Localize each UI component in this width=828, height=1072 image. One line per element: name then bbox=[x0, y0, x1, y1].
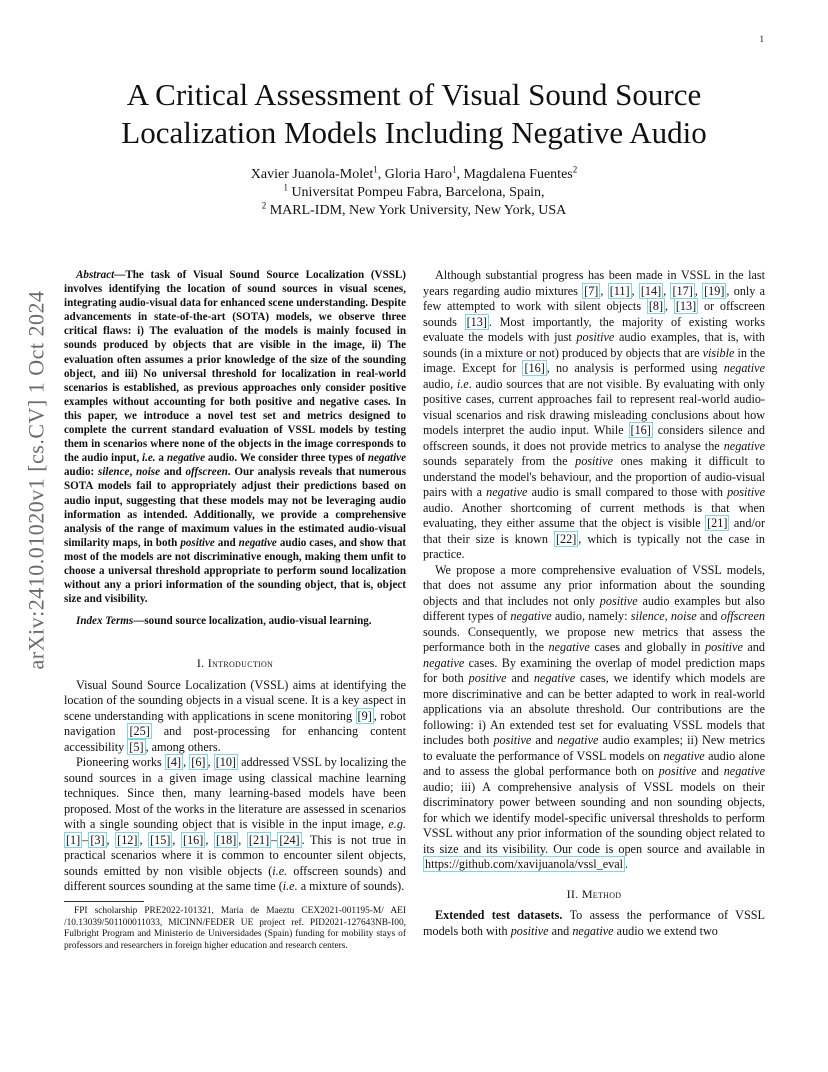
text-positive: positive bbox=[727, 485, 765, 499]
text: Visual Sound Source Localization (VSSL) aims at identifying the location of the sounding objects in a visual scene. It is a key aspect in scene understanding with applications in scene monitoring bbox=[64, 677, 406, 723]
text: and/or that their size is known bbox=[423, 516, 765, 546]
left-column bbox=[64, 268, 406, 953]
citation-link[interactable]: [22] bbox=[555, 531, 577, 546]
text: . bbox=[625, 857, 629, 871]
text-visible: visible bbox=[702, 345, 735, 360]
text: audio. Another shortcoming of current methods is that when evaluating, they either assume that the object is visible bbox=[423, 500, 765, 530]
footnote-rule bbox=[64, 901, 144, 902]
text: addressed VSSL by localizing the sound sources in a given image using classical machine learning techniques. Since then, many learning-based models have been proposed. Most of the works in the literature are assessed in scenarios with a single sounding object that is visible in the input image, bbox=[64, 755, 406, 832]
text-negative: negative bbox=[533, 671, 576, 685]
abstract bbox=[64, 268, 406, 606]
intro-paragraph-2 bbox=[64, 755, 406, 895]
arxiv-stamp-container bbox=[18, 290, 54, 670]
text: , bbox=[172, 832, 182, 847]
text: and bbox=[742, 640, 765, 654]
title-line-1: A Critical Assessment of Visual Sound Source bbox=[126, 77, 702, 112]
author-2-aff: 1 bbox=[451, 164, 457, 175]
citation-link[interactable]: [10] bbox=[215, 755, 236, 770]
author-3-aff: 2 bbox=[572, 164, 578, 175]
index-terms bbox=[64, 614, 406, 628]
text: audio, bbox=[423, 376, 457, 391]
citation-link[interactable]: [16] bbox=[183, 832, 204, 847]
text: audio we extend two bbox=[613, 923, 718, 938]
abstract-text: and bbox=[214, 536, 239, 549]
text: audio alone and to assess the global performance both on bbox=[423, 748, 765, 778]
text: We propose a more comprehensive evaluation of VSSL models, that does not assume any prior information about the sounding objects and that includes not only bbox=[423, 562, 765, 608]
text-negative: negative bbox=[663, 748, 705, 763]
author-block bbox=[64, 166, 764, 220]
text: , bbox=[205, 832, 214, 847]
abstract-silence: silence bbox=[98, 466, 130, 479]
citation-link[interactable]: [13] bbox=[466, 314, 487, 329]
right-paragraph-2 bbox=[423, 563, 765, 873]
text: audio examples but also different types of bbox=[423, 593, 766, 623]
arxiv-stamp: arXiv:2410.01020v1 [cs.CV] 1 Oct 2024 bbox=[23, 290, 49, 670]
text: and bbox=[548, 923, 573, 938]
text-negative: negative bbox=[510, 609, 552, 623]
author-1: Xavier Juanola-Molet bbox=[250, 167, 374, 182]
citation-link[interactable]: [16] bbox=[524, 361, 545, 375]
text-positive: positive bbox=[658, 764, 697, 778]
text: , bbox=[139, 832, 149, 847]
author-3: Magdalena Fuentes bbox=[463, 167, 573, 182]
abstract-text: , bbox=[129, 466, 136, 479]
citation-link[interactable]: [5] bbox=[129, 739, 144, 754]
affiliation-2 bbox=[64, 202, 764, 220]
text: – bbox=[271, 832, 278, 847]
citation-link[interactable]: [18] bbox=[215, 832, 237, 847]
text-negative: negative bbox=[548, 640, 590, 654]
text: , bbox=[600, 283, 608, 298]
abstract-text: audio cases, and show that most of the models are not discriminative enough, making them unfit to choose a universal threshold appropriate to perform sound localization without any a priori information of the sounding object, that is, object size and visibility. bbox=[64, 536, 407, 606]
citation-link[interactable]: [16] bbox=[630, 423, 651, 437]
abstract-negative: negative bbox=[166, 452, 206, 465]
text-silence: silence bbox=[630, 609, 665, 623]
author-2: Gloria Haro bbox=[384, 167, 452, 182]
text: considers silence and offscreen sounds, it does not provide metrics to analyse the bbox=[423, 423, 765, 453]
citation-link[interactable]: [19] bbox=[704, 283, 725, 298]
author-names: Xavier Juanola-Molet$^1$, Gloria Haro$^1$, Magdalena Fuentes$^2$ bbox=[250, 164, 578, 182]
title-line-2: Localization Models Including Negative Audio bbox=[121, 115, 707, 150]
section-heading-method bbox=[423, 887, 765, 903]
citation-link[interactable]: [7] bbox=[584, 283, 599, 298]
citation-link[interactable]: [21] bbox=[248, 832, 270, 847]
text: audio; iii) A comprehensive analysis of VSSL models on their discriminatory power between sounding and non sounding objects, for which we identify model-specific universal thresholds to perform VSSL without any prior information of the sounding object related to its size and its visibility. Our code is open source and available in bbox=[423, 779, 765, 856]
citation-link[interactable]: [17] bbox=[672, 283, 693, 298]
text: Pioneering works bbox=[76, 755, 165, 770]
text-positive: positive bbox=[704, 640, 743, 654]
paper-title bbox=[64, 76, 764, 152]
text-positive: positive bbox=[575, 454, 614, 468]
text: . Most importantly, the majority of existing works evaluate the models with just bbox=[423, 314, 765, 344]
citation-link[interactable]: [25] bbox=[129, 724, 150, 739]
text-negative: negative bbox=[423, 655, 465, 670]
abstract-negative: negative bbox=[367, 452, 407, 465]
text: cases. By examining the overlap of model prediction maps for both bbox=[423, 655, 765, 685]
abstract-text: —The task of Visual Sound Source Localization (VSSL) involves identifying the location of sound sources in visual scenes, integrating audio-visual data for enhanced scene understanding. Despite advancements in state-of-the-art (SOTA) models, we observe three critical flaws: i) The evaluation of the models is mainly focused in sounds produced by objects that are visible in the image, ii) The evaluation often assumes a prior knowledge of the size of the sounding object, and iii) No universal threshold for localization in real-world scenarios is established, as previous approaches only consider positive examples without accounting for both positive and negative cases. In this paper, we introduce a novel test set and metrics designed to complete the current standard evaluation of VSSL models by testing them in scenarios where none of the objects in the image corresponds to the audio input, bbox=[64, 269, 406, 465]
text-positive: positive bbox=[493, 733, 532, 747]
text: and bbox=[531, 733, 558, 747]
text-negative: negative bbox=[723, 764, 765, 778]
abstract-text: and bbox=[160, 466, 186, 479]
right-column bbox=[423, 268, 765, 939]
text: Although substantial progress has been made in VSSL in the last years regarding audio mixtures bbox=[423, 268, 765, 298]
text: cases, we identify which models are more discriminative and can be better adapted to work in real-world applications via an absolute threshold. Our contributions are the following: i) An extended test set for evaluating VSSL models that includes both bbox=[423, 671, 765, 747]
text: in the image. Except for bbox=[423, 345, 765, 375]
citation-link[interactable]: [11] bbox=[609, 283, 630, 298]
text: , among others. bbox=[145, 739, 221, 754]
abstract-text: a bbox=[155, 452, 167, 465]
abstract-text: audio: bbox=[64, 466, 98, 479]
text: , bbox=[207, 755, 214, 770]
text: , bbox=[238, 832, 247, 847]
citation-link[interactable]: [24] bbox=[279, 832, 300, 847]
text: offscreen sounds) and different sources sounding at the same time ( bbox=[64, 863, 406, 894]
text: audio examples; ii) New metrics to evaluate the performance of VSSL models on bbox=[423, 733, 765, 763]
citation-link[interactable]: [13] bbox=[675, 299, 697, 313]
text: . This is not true in practical scenarios where it is common to encounter silent objects, sounds emitted by non visible objects ( bbox=[64, 832, 407, 878]
text: and bbox=[506, 671, 534, 685]
text-ie: i.e. bbox=[272, 863, 288, 878]
aff-2-mark: 2 bbox=[261, 200, 267, 211]
text: , which is typically not the case in practice. bbox=[423, 531, 765, 561]
text: . audio sources that are not visible. By evaluating with only positive cases, current approaches fail to represent real-world audio-visual scenarios and risk drawing misleading conclusions about how models interpret the audio input. While bbox=[423, 376, 766, 437]
text: and bbox=[696, 609, 721, 623]
text-positive: positive bbox=[576, 330, 615, 344]
aff-1-text: Universitat Pompeu Fabra, Barcelona, Spain, bbox=[291, 185, 545, 200]
abstract-ie: i.e. bbox=[141, 452, 156, 465]
code-repository-link[interactable]: https://github.com/xavijuanola/vssl_eval bbox=[425, 857, 624, 871]
right-paragraph-1 bbox=[423, 268, 765, 563]
abstract-text: . Our analysis reveals that numerous SOTA models fail to appropriately adjust their predictions based on audio input, suggesting that these models may not be leveraging audio information as intended. Additionally, we provide a comprehensive analysis of the range of maximum values in the estimated audio-visual similarity maps, in both bbox=[64, 466, 407, 549]
text: audio, namely: bbox=[551, 609, 631, 623]
footnote: FPI scholarship PRE2022-101321, Maria de Maeztu CEX2021-001195-M/ AEI /10.13039/501100011033, MICINN/FEDER UE project ref. PID2021-127643NB-I00, Fulbright Program and Ministerio de Universidades (Spain) funding for mobility stays of professors and researchers in foreign higher education and research centers. bbox=[64, 905, 406, 952]
text: and bbox=[696, 764, 724, 778]
text: , bbox=[631, 283, 639, 298]
abstract-label: Abstract bbox=[76, 269, 115, 281]
text: , bbox=[183, 755, 190, 770]
citation-link[interactable]: [12] bbox=[117, 832, 138, 847]
section-number: I. bbox=[196, 656, 208, 671]
citation-link[interactable]: [4] bbox=[166, 755, 182, 770]
text: cases and globally in bbox=[589, 640, 705, 654]
text-negative: negative bbox=[557, 733, 599, 747]
abstract-negative: negative bbox=[238, 536, 277, 549]
text-negative: negative bbox=[723, 361, 766, 375]
right-paragraph-3 bbox=[423, 908, 765, 939]
text-negative: negative bbox=[486, 485, 528, 499]
section-name: Method bbox=[581, 886, 622, 901]
text: – bbox=[82, 832, 89, 847]
text: a mixture of sounds). bbox=[297, 879, 405, 894]
abstract-positive: positive bbox=[180, 536, 215, 549]
abstract-offscreen: offscreen bbox=[185, 466, 228, 479]
citation-link[interactable]: [21] bbox=[707, 516, 728, 530]
text: ones making it difficult to understand the model's behaviour, and the proportion of audio-visual pairs with a bbox=[423, 454, 766, 499]
text: , bbox=[106, 832, 116, 847]
text-negative: negative bbox=[723, 438, 765, 453]
aff-1-mark: 1 bbox=[283, 182, 288, 193]
text-eg: e.g. bbox=[388, 817, 406, 832]
citation-link[interactable]: [6] bbox=[191, 755, 206, 770]
text: To assess the performance of VSSL models both with bbox=[423, 908, 765, 938]
text: or offscreen sounds bbox=[423, 299, 765, 329]
text-noise: noise bbox=[670, 609, 697, 623]
text-ie: i.e. bbox=[282, 879, 298, 894]
text: , bbox=[664, 609, 671, 623]
text: , bbox=[694, 283, 703, 298]
abstract-noise: noise bbox=[136, 466, 161, 479]
affiliation-1 bbox=[64, 184, 764, 202]
text-offscreen: offscreen bbox=[720, 609, 765, 623]
page-number: 1 bbox=[759, 34, 764, 44]
author-1-aff: 1 bbox=[373, 164, 378, 175]
aff-2-text: MARL-IDM, New York University, New York, USA bbox=[269, 203, 567, 218]
section-number: II. bbox=[566, 886, 582, 901]
index-terms-label: Index Terms bbox=[76, 615, 134, 628]
paragraph-lead: Extended test datasets. bbox=[435, 908, 563, 922]
text: audio is small compared to those with bbox=[527, 485, 728, 499]
text-positive: positive bbox=[468, 671, 507, 685]
text-positive: positive bbox=[599, 593, 638, 608]
section-name: Introduction bbox=[207, 656, 274, 671]
intro-paragraph-1 bbox=[64, 678, 406, 756]
text: audio examples, that is, with sounds (in a mixture or not) produced by objects that are bbox=[423, 330, 765, 360]
citation-link[interactable]: [3] bbox=[90, 832, 105, 847]
text-ie: i.e bbox=[456, 376, 469, 391]
section-heading-introduction bbox=[64, 656, 406, 672]
text: , no analysis is performed using bbox=[546, 361, 724, 375]
text: sounds. Consequently, we propose new metrics that assess the performance both in the bbox=[423, 624, 765, 654]
text: , robot navigation bbox=[64, 708, 406, 739]
index-terms-text: —sound source localization, audio-visual learning. bbox=[133, 615, 372, 628]
text: , only a few attempted to work with silent objects bbox=[423, 283, 766, 313]
abstract-text: audio. We consider three types of bbox=[205, 452, 368, 465]
citation-link[interactable]: [8] bbox=[648, 299, 664, 313]
text-negative: negative bbox=[572, 923, 614, 938]
text-positive: positive bbox=[510, 923, 549, 938]
text: , bbox=[663, 283, 671, 298]
citation-link[interactable]: [14] bbox=[640, 283, 662, 298]
text: and post-processing for enhancing content accessibility bbox=[64, 724, 407, 754]
text: , bbox=[665, 299, 674, 313]
citation-link[interactable]: [1] bbox=[66, 832, 81, 847]
text: sounds separately from the bbox=[423, 454, 576, 468]
citation-link[interactable]: [9] bbox=[357, 708, 372, 723]
citation-link[interactable]: [15] bbox=[150, 832, 171, 847]
